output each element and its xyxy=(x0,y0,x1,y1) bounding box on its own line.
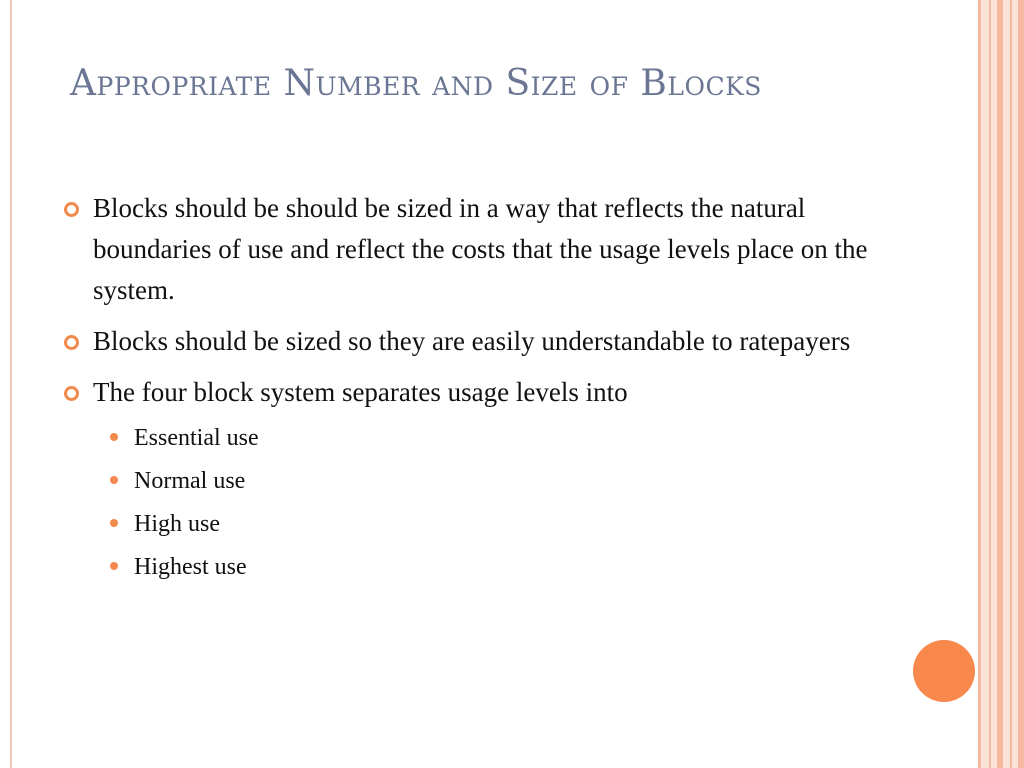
right-stripe-line xyxy=(989,0,991,768)
right-stripe-line xyxy=(1018,0,1024,768)
right-stripe-line xyxy=(978,0,981,768)
hollow-circle-icon xyxy=(64,335,79,350)
sub-bullet-item xyxy=(106,503,892,546)
bullet-item xyxy=(62,372,892,413)
hollow-circle-icon xyxy=(64,202,79,217)
slide-content xyxy=(62,188,892,589)
sub-bullet-item xyxy=(106,417,892,460)
bullet-text: Blocks should be sized so they are easily understandable to ratepayers xyxy=(93,326,851,356)
sub-bullet-item xyxy=(106,460,892,503)
sub-bullet-item xyxy=(106,546,892,589)
bullet-text: Blocks should be should be sized in a way that reflects the natural boundaries of use and reflect the costs that the usage levels place on the system. xyxy=(93,193,868,305)
right-stripe-line xyxy=(997,0,1003,768)
bullet-item xyxy=(62,188,892,311)
left-stripe-decoration xyxy=(10,0,12,768)
filled-dot-icon xyxy=(110,433,118,441)
slide-title: Appropriate Number and Size of Blocks xyxy=(70,63,762,104)
sub-bullet-text: Normal use xyxy=(134,468,246,494)
sub-bullet-text: Essential use xyxy=(134,425,259,451)
sub-bullet-text: High use xyxy=(134,511,220,537)
sub-bullet-list xyxy=(106,417,892,589)
filled-dot-icon xyxy=(110,476,118,484)
right-stripe-line xyxy=(1010,0,1012,768)
bullet-item xyxy=(62,321,892,362)
sub-bullet-text: Highest use xyxy=(134,554,247,580)
hollow-circle-icon xyxy=(64,386,79,401)
filled-dot-icon xyxy=(110,519,118,527)
filled-dot-icon xyxy=(110,562,118,570)
bullet-text: The four block system separates usage levels into xyxy=(93,377,628,407)
orange-circle-icon xyxy=(913,640,975,702)
